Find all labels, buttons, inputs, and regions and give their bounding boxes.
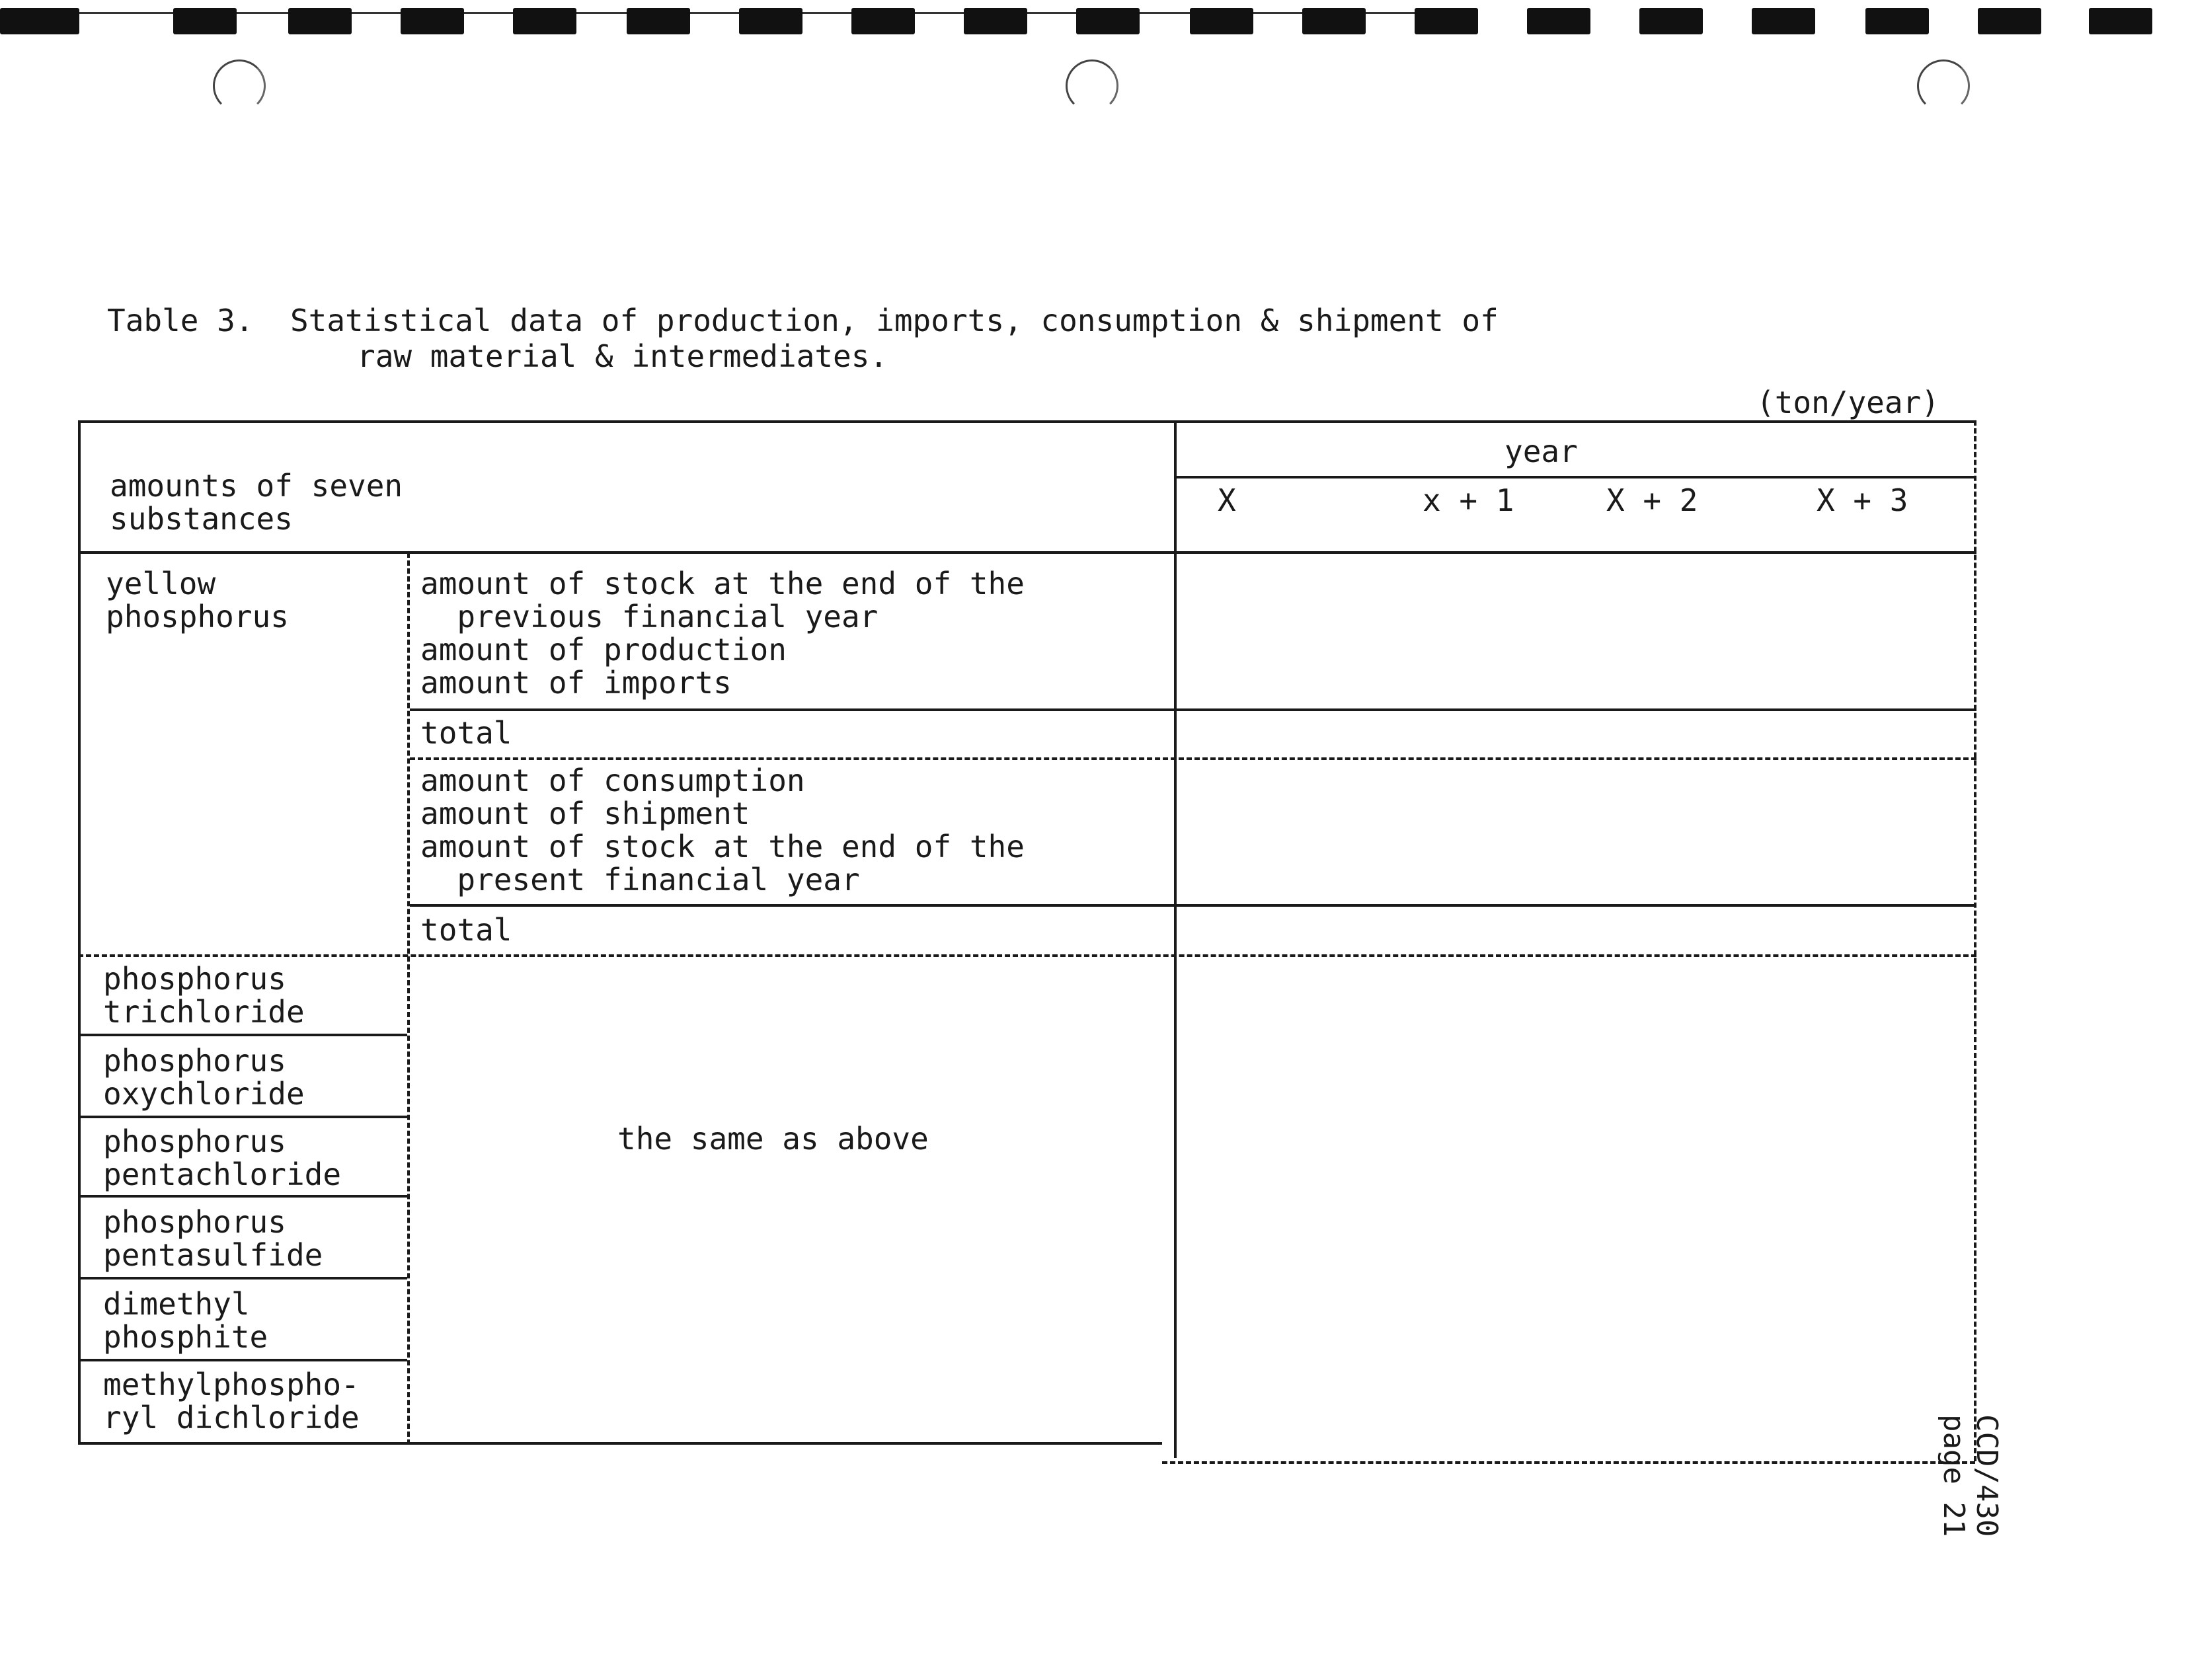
perforation-mark: [1865, 8, 1929, 34]
substance-phosphorus-pentachloride: [103, 1125, 341, 1191]
perforation-mark: [1302, 8, 1366, 34]
perforation-mark: [1639, 8, 1703, 34]
block2-line-2: amount of shipment: [420, 796, 750, 831]
block2-line-4: present financial year: [420, 862, 860, 897]
substance-line-1: dimethyl: [103, 1286, 250, 1322]
total-row-1: total: [420, 715, 512, 751]
year-col-x-plus-2: X + 2: [1606, 482, 1698, 518]
document-reference-line-1: CCD/430: [1970, 1414, 2004, 1537]
year-col-x: X: [1218, 482, 1236, 518]
perforation-mark: [513, 8, 576, 34]
substance-column-divider: [407, 553, 410, 1445]
table-left-border: [78, 420, 81, 1445]
perforation-mark: [964, 8, 1027, 34]
table-bottom-border-right: [1162, 1461, 1975, 1464]
block1-line-4: amount of imports: [420, 665, 732, 701]
caption-line-2: raw material & intermediates.: [357, 338, 888, 374]
table-top-border: [78, 420, 1976, 423]
substance-phosphorus-pentasulfide: [103, 1205, 323, 1272]
substance-rule: [78, 1116, 407, 1118]
block1-line-3: amount of production: [420, 632, 787, 668]
table-bottom-border: [78, 1442, 1162, 1445]
perforation-mark: [1190, 8, 1253, 34]
year-subheader-rule: [1177, 476, 1974, 478]
perforation-mark: [739, 8, 802, 34]
substance-line-1: phosphorus: [103, 1124, 286, 1159]
year-col-x-plus-1: x + 1: [1423, 482, 1514, 518]
block2-line-3: amount of stock at the end of the: [420, 829, 1025, 864]
substance-line-1: yellow: [106, 566, 216, 601]
substance-line-2: oxychloride: [103, 1076, 305, 1112]
same-as-above-note: the same as above: [617, 1121, 929, 1157]
perforation-mark: [627, 8, 690, 34]
row-rule: [410, 708, 1976, 711]
substance-line-2: phosphorus: [106, 599, 289, 634]
substance-rule: [78, 1277, 407, 1279]
substance-line-2: pentasulfide: [103, 1237, 323, 1273]
statistics-table: [78, 420, 1976, 1445]
substance-line-1: phosphorus: [103, 1043, 286, 1079]
block1-line-1: amount of stock at the end of the: [420, 566, 1025, 601]
perforation-mark: [173, 8, 237, 34]
perforation-mark: [1076, 8, 1140, 34]
header-bottom-rule: [78, 551, 1976, 554]
stock-production-imports-block: [420, 567, 1025, 699]
perforation-strip: [0, 0, 2190, 79]
substance-rule: [78, 1195, 407, 1198]
perforation-mark: [288, 8, 352, 34]
substance-rule: [78, 1359, 407, 1361]
total-row-2: total: [420, 912, 512, 948]
block1-line-2: previous financial year: [420, 599, 879, 634]
substance-line-1: phosphorus: [103, 961, 286, 997]
row-rule: [410, 757, 1976, 760]
document-reference-line-2: page 21: [1937, 1414, 1971, 1537]
year-col-x-plus-3: X + 3: [1817, 482, 1908, 518]
substance-rule: [78, 1034, 407, 1036]
binder-hole: [1917, 59, 1970, 112]
perforation-mark: [851, 8, 915, 34]
substance-methylphosphoryl-dichloride: [103, 1368, 360, 1434]
row-rule: [78, 954, 1976, 957]
perforation-mark: [1415, 8, 1478, 34]
document-reference: [1937, 1414, 2003, 1537]
substance-phosphorus-trichloride: [103, 962, 305, 1028]
header-row-label-line-1: amounts of seven: [110, 468, 403, 504]
units-label: (ton/year): [1756, 385, 1939, 420]
substance-line-1: methylphospho-: [103, 1367, 360, 1402]
substance-phosphorus-oxychloride: [103, 1044, 305, 1110]
substance-line-2: phosphite: [103, 1319, 268, 1355]
table-right-border: [1974, 420, 1976, 1461]
substance-dimethyl-phosphite: [103, 1287, 268, 1354]
perforation-mark: [1752, 8, 1815, 34]
header-row-label-line-2: substances: [110, 501, 293, 537]
block2-line-1: amount of consumption: [420, 763, 805, 798]
perforation-mark: [2089, 8, 2152, 34]
year-header: year: [1505, 434, 1578, 469]
perforation-mark: [1978, 8, 2041, 34]
perforation-mark: [1527, 8, 1590, 34]
row-rule: [410, 904, 1976, 907]
year-column-divider: [1174, 420, 1177, 1458]
caption-line-1: Table 3. Statistical data of production, imports, consumption & shipment of: [107, 303, 1499, 338]
substance-line-1: phosphorus: [103, 1204, 286, 1240]
substance-line-2: trichloride: [103, 994, 305, 1030]
substance-line-2: ryl dichloride: [103, 1400, 360, 1435]
consumption-shipment-stock-block: [420, 764, 1025, 896]
substance-line-2: pentachloride: [103, 1157, 342, 1192]
header-row-label: [110, 469, 403, 535]
table-caption: [107, 303, 1499, 374]
binder-hole: [213, 59, 266, 112]
perforation-mark: [401, 8, 464, 34]
binder-hole: [1066, 59, 1118, 112]
perforation-mark: [0, 8, 79, 34]
substance-yellow-phosphorus: [106, 567, 289, 633]
